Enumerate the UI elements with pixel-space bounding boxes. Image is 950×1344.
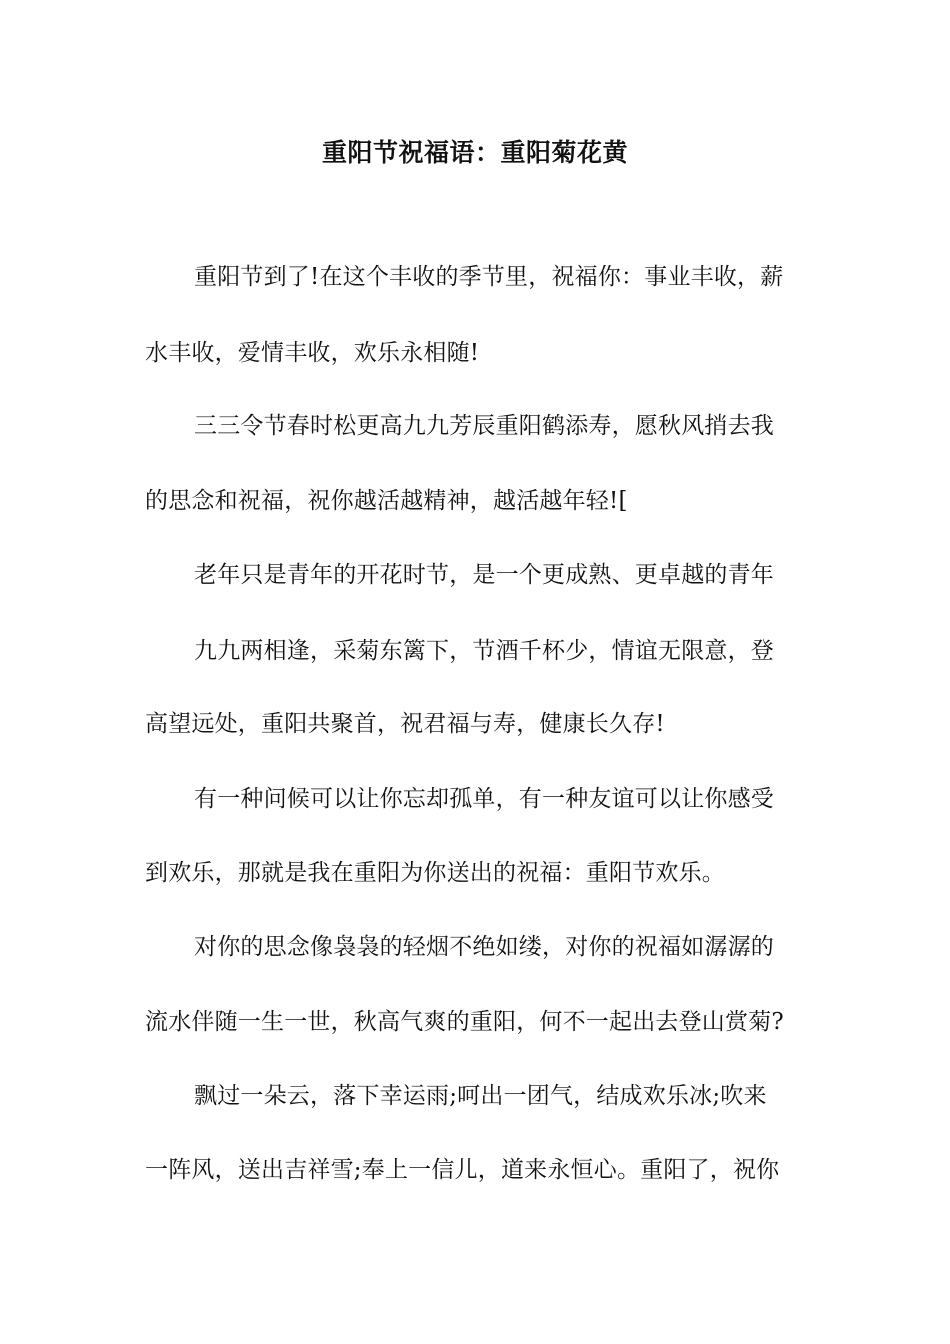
- paragraph-line: 一阵风，送出吉祥雪;奉上一信儿，道来永恒心。重阳了，祝你: [145, 1157, 780, 1183]
- paragraph-line: 三三令节春时松更高九九芳辰重阳鹤添寿，愿秋风捎去我: [194, 413, 774, 439]
- paragraph-line: 飘过一朵云，落下幸运雨;呵出一团气，结成欢乐冰;吹来: [194, 1083, 767, 1109]
- paragraph-line: 到欢乐，那就是我在重阳为你送出的祝福：重阳节欢乐。: [145, 860, 725, 886]
- paragraph-line: 重阳节到了!在这个丰收的季节里，祝福你：事业丰收，薪: [194, 264, 784, 290]
- paragraph-line: 对你的思念像袅袅的轻烟不绝如缕，对你的祝福如潺潺的: [194, 934, 774, 960]
- paragraph-line: 水丰收，爱情丰收，欢乐永相随!: [145, 340, 480, 366]
- document-title: 重阳节祝福语：重阳菊花黄: [321, 138, 628, 167]
- paragraph-line: 高望远处，重阳共聚首，祝君福与寿，健康长久存!: [145, 711, 665, 737]
- paragraph-line: 老年只是青年的开花时节，是一个更成熟、更卓越的青年: [194, 562, 774, 588]
- paragraph-line: 九九两相逢，采菊东篱下，节酒千杯少，情谊无限意，登: [194, 638, 774, 664]
- paragraph-line: 流水伴随一生一世，秋高气爽的重阳，何不一起出去登山赏菊?: [145, 1009, 784, 1035]
- paragraph-line: 有一种问候可以让你忘却孤单，有一种友谊可以让你感受: [194, 786, 774, 812]
- paragraph-line: 的思念和祝福，祝你越活越精神，越活越年轻![: [145, 488, 628, 514]
